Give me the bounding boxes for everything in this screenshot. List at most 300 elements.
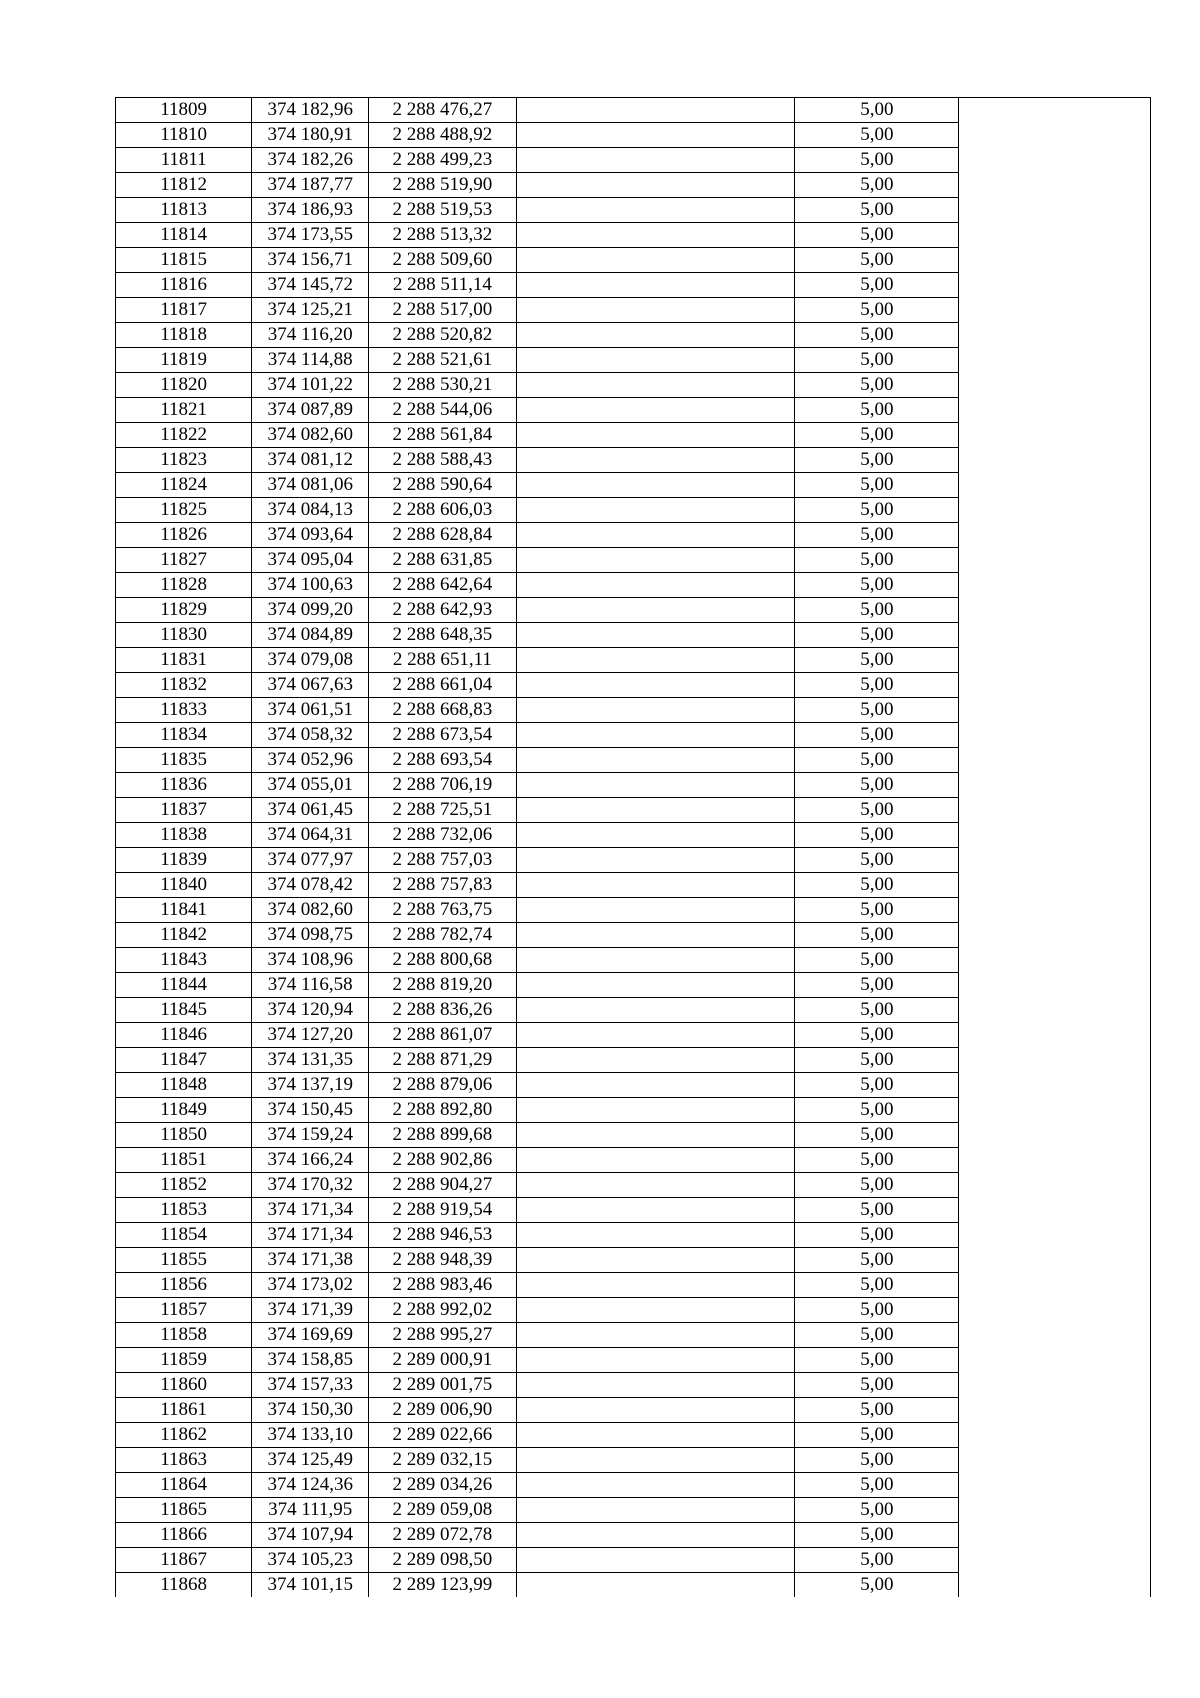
- point-number-cell: 11865: [116, 1498, 252, 1523]
- x-coordinate-cell: 374 133,10: [252, 1423, 369, 1448]
- y-coordinate-cell: 2 288 588,43: [369, 448, 517, 473]
- y-coordinate-cell: 2 288 879,06: [369, 1073, 517, 1098]
- table-row: [116, 148, 1151, 173]
- note-cell: [959, 1548, 1151, 1573]
- x-coordinate-cell: 374 125,21: [252, 298, 369, 323]
- point-number-cell: 11857: [116, 1298, 252, 1323]
- point-number-cell: 11837: [116, 798, 252, 823]
- note-cell: [959, 1498, 1151, 1523]
- value-cell: 5,00: [795, 223, 959, 248]
- table-row: [116, 323, 1151, 348]
- blank-cell: [516, 698, 795, 723]
- x-coordinate-cell: 374 171,38: [252, 1248, 369, 1273]
- table-row: [116, 873, 1151, 898]
- x-coordinate-cell: 374 099,20: [252, 598, 369, 623]
- point-number-cell: 11861: [116, 1398, 252, 1423]
- x-coordinate-cell: 374 084,13: [252, 498, 369, 523]
- value-cell: 5,00: [795, 698, 959, 723]
- value-cell: 5,00: [795, 1048, 959, 1073]
- value-cell: 5,00: [795, 648, 959, 673]
- table-row: [116, 573, 1151, 598]
- table-row: [116, 348, 1151, 373]
- y-coordinate-cell: 2 288 509,60: [369, 248, 517, 273]
- note-cell: [959, 923, 1151, 948]
- table-row: [116, 723, 1151, 748]
- x-coordinate-cell: 374 124,36: [252, 1473, 369, 1498]
- y-coordinate-cell: 2 288 819,20: [369, 973, 517, 998]
- note-cell: [959, 423, 1151, 448]
- point-number-cell: 11822: [116, 423, 252, 448]
- point-number-cell: 11810: [116, 123, 252, 148]
- table-row: [116, 848, 1151, 873]
- blank-cell: [516, 598, 795, 623]
- blank-cell: [516, 823, 795, 848]
- note-cell: [959, 373, 1151, 398]
- blank-cell: [516, 473, 795, 498]
- y-coordinate-cell: 2 289 059,08: [369, 1498, 517, 1523]
- x-coordinate-cell: 374 158,85: [252, 1348, 369, 1373]
- table-row: [116, 1323, 1151, 1348]
- x-coordinate-cell: 374 055,01: [252, 773, 369, 798]
- table-row: [116, 1073, 1151, 1098]
- x-coordinate-cell: 374 180,91: [252, 123, 369, 148]
- note-cell: [959, 173, 1151, 198]
- x-coordinate-cell: 374 081,06: [252, 473, 369, 498]
- note-cell: [959, 873, 1151, 898]
- y-coordinate-cell: 2 288 861,07: [369, 1023, 517, 1048]
- x-coordinate-cell: 374 182,26: [252, 148, 369, 173]
- note-cell: [959, 748, 1151, 773]
- note-cell: [959, 1398, 1151, 1423]
- blank-cell: [516, 1473, 795, 1498]
- table-row: [116, 1523, 1151, 1548]
- x-coordinate-cell: 374 182,96: [252, 98, 369, 123]
- x-coordinate-cell: 374 064,31: [252, 823, 369, 848]
- y-coordinate-cell: 2 289 034,26: [369, 1473, 517, 1498]
- blank-cell: [516, 1048, 795, 1073]
- note-cell: [959, 123, 1151, 148]
- blank-cell: [516, 648, 795, 673]
- blank-cell: [516, 548, 795, 573]
- x-coordinate-cell: 374 116,20: [252, 323, 369, 348]
- x-coordinate-cell: 374 169,69: [252, 1323, 369, 1348]
- table-row: [116, 1023, 1151, 1048]
- y-coordinate-cell: 2 288 651,11: [369, 648, 517, 673]
- note-cell: [959, 573, 1151, 598]
- value-cell: 5,00: [795, 1548, 959, 1573]
- blank-cell: [516, 1123, 795, 1148]
- table-row: [116, 1273, 1151, 1298]
- x-coordinate-cell: 374 105,23: [252, 1548, 369, 1573]
- point-number-cell: 11829: [116, 598, 252, 623]
- note-cell: [959, 273, 1151, 298]
- x-coordinate-cell: 374 145,72: [252, 273, 369, 298]
- note-cell: [959, 723, 1151, 748]
- coordinates-table: [115, 97, 1151, 1597]
- value-cell: 5,00: [795, 448, 959, 473]
- point-number-cell: 11840: [116, 873, 252, 898]
- x-coordinate-cell: 374 079,08: [252, 648, 369, 673]
- value-cell: 5,00: [795, 473, 959, 498]
- y-coordinate-cell: 2 289 022,66: [369, 1423, 517, 1448]
- point-number-cell: 11809: [116, 98, 252, 123]
- point-number-cell: 11846: [116, 1023, 252, 1048]
- y-coordinate-cell: 2 288 732,06: [369, 823, 517, 848]
- point-number-cell: 11816: [116, 273, 252, 298]
- table-row: [116, 798, 1151, 823]
- x-coordinate-cell: 374 186,93: [252, 198, 369, 223]
- note-cell: [959, 1423, 1151, 1448]
- x-coordinate-cell: 374 078,42: [252, 873, 369, 898]
- note-cell: [959, 773, 1151, 798]
- value-cell: 5,00: [795, 148, 959, 173]
- value-cell: 5,00: [795, 1123, 959, 1148]
- table-row: [116, 1448, 1151, 1473]
- blank-cell: [516, 498, 795, 523]
- y-coordinate-cell: 2 288 513,32: [369, 223, 517, 248]
- x-coordinate-cell: 374 187,77: [252, 173, 369, 198]
- point-number-cell: 11852: [116, 1173, 252, 1198]
- point-number-cell: 11844: [116, 973, 252, 998]
- blank-cell: [516, 973, 795, 998]
- table-row: [116, 123, 1151, 148]
- table-row: [116, 823, 1151, 848]
- x-coordinate-cell: 374 166,24: [252, 1148, 369, 1173]
- y-coordinate-cell: 2 288 871,29: [369, 1048, 517, 1073]
- coordinates-table-body: [116, 98, 1151, 1598]
- x-coordinate-cell: 374 159,24: [252, 1123, 369, 1148]
- table-row: [116, 1498, 1151, 1523]
- blank-cell: [516, 723, 795, 748]
- value-cell: 5,00: [795, 848, 959, 873]
- note-cell: [959, 1148, 1151, 1173]
- y-coordinate-cell: 2 288 763,75: [369, 898, 517, 923]
- y-coordinate-cell: 2 289 072,78: [369, 1523, 517, 1548]
- x-coordinate-cell: 374 150,30: [252, 1398, 369, 1423]
- blank-cell: [516, 1298, 795, 1323]
- table-row: [116, 1098, 1151, 1123]
- table-row: [116, 173, 1151, 198]
- value-cell: 5,00: [795, 1398, 959, 1423]
- blank-cell: [516, 573, 795, 598]
- blank-cell: [516, 1348, 795, 1373]
- y-coordinate-cell: 2 288 800,68: [369, 948, 517, 973]
- x-coordinate-cell: 374 087,89: [252, 398, 369, 423]
- point-number-cell: 11817: [116, 298, 252, 323]
- x-coordinate-cell: 374 157,33: [252, 1373, 369, 1398]
- y-coordinate-cell: 2 288 499,23: [369, 148, 517, 173]
- blank-cell: [516, 948, 795, 973]
- y-coordinate-cell: 2 288 904,27: [369, 1173, 517, 1198]
- point-number-cell: 11860: [116, 1373, 252, 1398]
- x-coordinate-cell: 374 156,71: [252, 248, 369, 273]
- table-row: [116, 548, 1151, 573]
- blank-cell: [516, 398, 795, 423]
- point-number-cell: 11866: [116, 1523, 252, 1548]
- y-coordinate-cell: 2 288 530,21: [369, 373, 517, 398]
- note-cell: [959, 348, 1151, 373]
- blank-cell: [516, 1448, 795, 1473]
- table-row: [116, 98, 1151, 123]
- note-cell: [959, 623, 1151, 648]
- point-number-cell: 11836: [116, 773, 252, 798]
- note-cell: [959, 698, 1151, 723]
- table-row: [116, 423, 1151, 448]
- blank-cell: [516, 273, 795, 298]
- blank-cell: [516, 298, 795, 323]
- value-cell: 5,00: [795, 823, 959, 848]
- x-coordinate-cell: 374 116,58: [252, 973, 369, 998]
- y-coordinate-cell: 2 288 757,83: [369, 873, 517, 898]
- blank-cell: [516, 1273, 795, 1298]
- y-coordinate-cell: 2 288 661,04: [369, 673, 517, 698]
- blank-cell: [516, 123, 795, 148]
- x-coordinate-cell: 374 100,63: [252, 573, 369, 598]
- point-number-cell: 11862: [116, 1423, 252, 1448]
- table-row: [116, 673, 1151, 698]
- value-cell: 5,00: [795, 998, 959, 1023]
- x-coordinate-cell: 374 171,34: [252, 1223, 369, 1248]
- blank-cell: [516, 898, 795, 923]
- table-row: [116, 1173, 1151, 1198]
- note-cell: [959, 998, 1151, 1023]
- value-cell: 5,00: [795, 1223, 959, 1248]
- y-coordinate-cell: 2 288 725,51: [369, 798, 517, 823]
- value-cell: 5,00: [795, 1298, 959, 1323]
- note-cell: [959, 1273, 1151, 1298]
- blank-cell: [516, 1573, 795, 1598]
- point-number-cell: 11842: [116, 923, 252, 948]
- x-coordinate-cell: 374 171,39: [252, 1298, 369, 1323]
- y-coordinate-cell: 2 289 006,90: [369, 1398, 517, 1423]
- value-cell: 5,00: [795, 523, 959, 548]
- x-coordinate-cell: 374 081,12: [252, 448, 369, 473]
- point-number-cell: 11827: [116, 548, 252, 573]
- table-row: [116, 1398, 1151, 1423]
- y-coordinate-cell: 2 288 544,06: [369, 398, 517, 423]
- point-number-cell: 11812: [116, 173, 252, 198]
- x-coordinate-cell: 374 084,89: [252, 623, 369, 648]
- point-number-cell: 11843: [116, 948, 252, 973]
- table-row: [116, 1048, 1151, 1073]
- y-coordinate-cell: 2 288 606,03: [369, 498, 517, 523]
- point-number-cell: 11811: [116, 148, 252, 173]
- point-number-cell: 11864: [116, 1473, 252, 1498]
- value-cell: 5,00: [795, 873, 959, 898]
- value-cell: 5,00: [795, 1323, 959, 1348]
- x-coordinate-cell: 374 082,60: [252, 423, 369, 448]
- x-coordinate-cell: 374 137,19: [252, 1073, 369, 1098]
- value-cell: 5,00: [795, 1098, 959, 1123]
- blank-cell: [516, 998, 795, 1023]
- point-number-cell: 11850: [116, 1123, 252, 1148]
- value-cell: 5,00: [795, 173, 959, 198]
- note-cell: [959, 1573, 1151, 1598]
- blank-cell: [516, 223, 795, 248]
- value-cell: 5,00: [795, 348, 959, 373]
- value-cell: 5,00: [795, 1248, 959, 1273]
- x-coordinate-cell: 374 131,35: [252, 1048, 369, 1073]
- blank-cell: [516, 323, 795, 348]
- point-number-cell: 11841: [116, 898, 252, 923]
- table-row: [116, 1573, 1151, 1598]
- y-coordinate-cell: 2 288 902,86: [369, 1148, 517, 1173]
- y-coordinate-cell: 2 288 561,84: [369, 423, 517, 448]
- x-coordinate-cell: 374 052,96: [252, 748, 369, 773]
- note-cell: [959, 148, 1151, 173]
- value-cell: 5,00: [795, 1498, 959, 1523]
- point-number-cell: 11830: [116, 623, 252, 648]
- note-cell: [959, 1248, 1151, 1273]
- x-coordinate-cell: 374 101,22: [252, 373, 369, 398]
- blank-cell: [516, 1223, 795, 1248]
- note-cell: [959, 548, 1151, 573]
- note-cell: [959, 473, 1151, 498]
- table-row: [116, 373, 1151, 398]
- blank-cell: [516, 1198, 795, 1223]
- y-coordinate-cell: 2 288 520,82: [369, 323, 517, 348]
- blank-cell: [516, 1173, 795, 1198]
- value-cell: 5,00: [795, 573, 959, 598]
- note-cell: [959, 848, 1151, 873]
- x-coordinate-cell: 374 107,94: [252, 1523, 369, 1548]
- table-row: [116, 1348, 1151, 1373]
- blank-cell: [516, 523, 795, 548]
- table-row: [116, 248, 1151, 273]
- y-coordinate-cell: 2 289 123,99: [369, 1573, 517, 1598]
- y-coordinate-cell: 2 288 668,83: [369, 698, 517, 723]
- value-cell: 5,00: [795, 123, 959, 148]
- table-row: [116, 698, 1151, 723]
- x-coordinate-cell: 374 108,96: [252, 948, 369, 973]
- blank-cell: [516, 248, 795, 273]
- table-row: [116, 223, 1151, 248]
- value-cell: 5,00: [795, 1348, 959, 1373]
- note-cell: [959, 498, 1151, 523]
- blank-cell: [516, 348, 795, 373]
- y-coordinate-cell: 2 288 488,92: [369, 123, 517, 148]
- value-cell: 5,00: [795, 423, 959, 448]
- blank-cell: [516, 198, 795, 223]
- point-number-cell: 11847: [116, 1048, 252, 1073]
- y-coordinate-cell: 2 288 642,64: [369, 573, 517, 598]
- point-number-cell: 11845: [116, 998, 252, 1023]
- point-number-cell: 11821: [116, 398, 252, 423]
- y-coordinate-cell: 2 288 992,02: [369, 1298, 517, 1323]
- point-number-cell: 11859: [116, 1348, 252, 1373]
- table-row: [116, 1148, 1151, 1173]
- note-cell: [959, 1073, 1151, 1098]
- value-cell: 5,00: [795, 748, 959, 773]
- table-row: [116, 473, 1151, 498]
- point-number-cell: 11858: [116, 1323, 252, 1348]
- note-cell: [959, 1373, 1151, 1398]
- y-coordinate-cell: 2 288 995,27: [369, 1323, 517, 1348]
- table-row: [116, 1248, 1151, 1273]
- y-coordinate-cell: 2 289 000,91: [369, 1348, 517, 1373]
- point-number-cell: 11853: [116, 1198, 252, 1223]
- note-cell: [959, 1448, 1151, 1473]
- blank-cell: [516, 773, 795, 798]
- y-coordinate-cell: 2 288 590,64: [369, 473, 517, 498]
- value-cell: 5,00: [795, 973, 959, 998]
- table-row: [116, 1123, 1151, 1148]
- value-cell: 5,00: [795, 948, 959, 973]
- table-row: [116, 773, 1151, 798]
- table-row: [116, 748, 1151, 773]
- value-cell: 5,00: [795, 1473, 959, 1498]
- table-row: [116, 1223, 1151, 1248]
- value-cell: 5,00: [795, 1073, 959, 1098]
- y-coordinate-cell: 2 288 983,46: [369, 1273, 517, 1298]
- y-coordinate-cell: 2 288 946,53: [369, 1223, 517, 1248]
- point-number-cell: 11814: [116, 223, 252, 248]
- table-row: [116, 923, 1151, 948]
- y-coordinate-cell: 2 288 519,90: [369, 173, 517, 198]
- y-coordinate-cell: 2 288 476,27: [369, 98, 517, 123]
- point-number-cell: 11863: [116, 1448, 252, 1473]
- value-cell: 5,00: [795, 923, 959, 948]
- y-coordinate-cell: 2 288 519,53: [369, 198, 517, 223]
- note-cell: [959, 248, 1151, 273]
- table-row: [116, 1423, 1151, 1448]
- note-cell: [959, 323, 1151, 348]
- note-cell: [959, 1323, 1151, 1348]
- x-coordinate-cell: 374 061,45: [252, 798, 369, 823]
- blank-cell: [516, 1398, 795, 1423]
- point-number-cell: 11867: [116, 1548, 252, 1573]
- blank-cell: [516, 1098, 795, 1123]
- blank-cell: [516, 1523, 795, 1548]
- note-cell: [959, 1348, 1151, 1373]
- value-cell: 5,00: [795, 673, 959, 698]
- value-cell: 5,00: [795, 598, 959, 623]
- table-row: [116, 973, 1151, 998]
- value-cell: 5,00: [795, 1273, 959, 1298]
- value-cell: 5,00: [795, 198, 959, 223]
- table-row: [116, 898, 1151, 923]
- table-row: [116, 398, 1151, 423]
- point-number-cell: 11815: [116, 248, 252, 273]
- x-coordinate-cell: 374 173,55: [252, 223, 369, 248]
- note-cell: [959, 448, 1151, 473]
- table-row: [116, 1473, 1151, 1498]
- value-cell: 5,00: [795, 498, 959, 523]
- value-cell: 5,00: [795, 1023, 959, 1048]
- x-coordinate-cell: 374 067,63: [252, 673, 369, 698]
- point-number-cell: 11832: [116, 673, 252, 698]
- y-coordinate-cell: 2 288 899,68: [369, 1123, 517, 1148]
- y-coordinate-cell: 2 288 706,19: [369, 773, 517, 798]
- note-cell: [959, 648, 1151, 673]
- value-cell: 5,00: [795, 1198, 959, 1223]
- note-cell: [959, 1298, 1151, 1323]
- note-cell: [959, 798, 1151, 823]
- note-cell: [959, 523, 1151, 548]
- point-number-cell: 11849: [116, 1098, 252, 1123]
- value-cell: 5,00: [795, 723, 959, 748]
- point-number-cell: 11820: [116, 373, 252, 398]
- note-cell: [959, 1473, 1151, 1498]
- blank-cell: [516, 873, 795, 898]
- blank-cell: [516, 1498, 795, 1523]
- blank-cell: [516, 1373, 795, 1398]
- value-cell: 5,00: [795, 773, 959, 798]
- x-coordinate-cell: 374 098,75: [252, 923, 369, 948]
- table-row: [116, 273, 1151, 298]
- value-cell: 5,00: [795, 1423, 959, 1448]
- note-cell: [959, 1023, 1151, 1048]
